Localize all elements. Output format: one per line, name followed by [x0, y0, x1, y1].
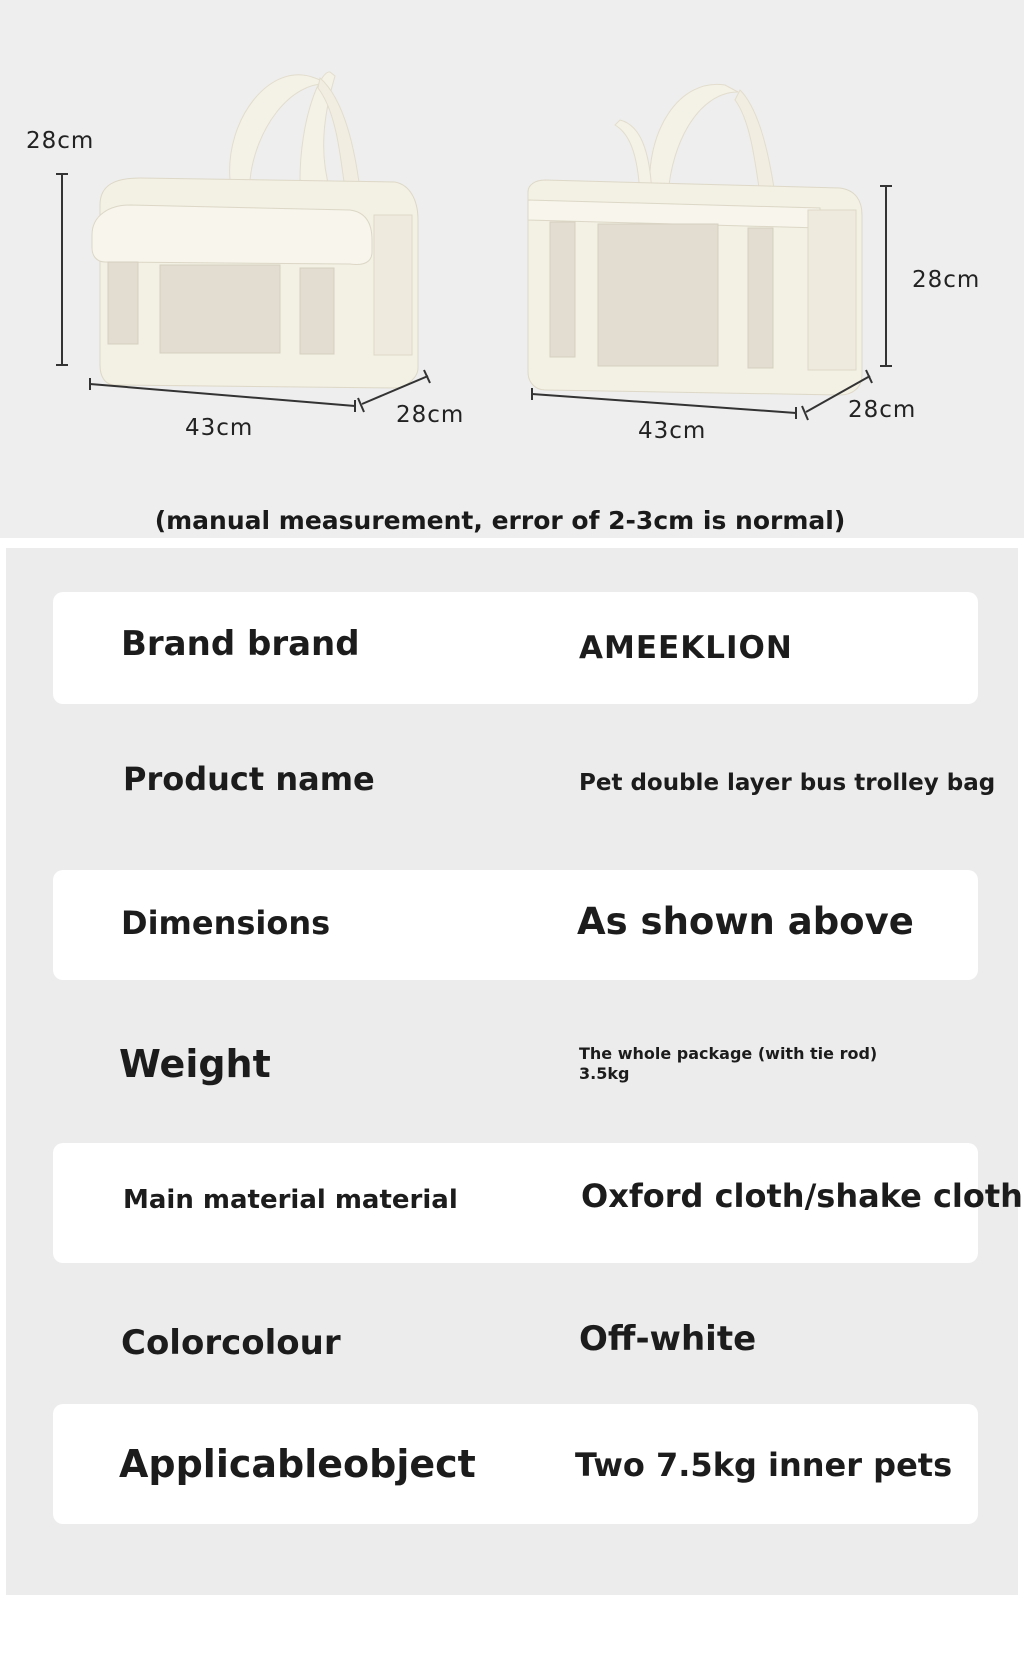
spec-row-dimensions [53, 870, 978, 980]
bag-left-height-label: 28cm [26, 128, 95, 154]
spec-value-material: Oxford cloth/shake cloth [581, 1177, 1023, 1215]
bag-left-width-label: 28cm [396, 402, 465, 428]
product-dimensions-panel [0, 0, 1024, 538]
spec-row-product-name [53, 730, 996, 840]
bag-right-image [528, 84, 862, 395]
bag-dimension-illustration [0, 0, 1024, 538]
spec-row-brand [53, 592, 978, 704]
bag-right-width-label: 28cm [848, 397, 917, 423]
spec-value-product-name: Pet double layer bus trolley bag [579, 770, 996, 796]
spec-label-dimensions: Dimensions [121, 904, 331, 942]
measurement-note: (manual measurement, error of 2-3cm is normal) [154, 506, 846, 535]
spec-label-applicable-object: Applicableobject [119, 1442, 476, 1486]
spec-row-colour [53, 1283, 978, 1393]
bag-left-image [92, 72, 418, 388]
spec-value-colour: Off-white [579, 1319, 757, 1359]
spec-label-material: Main material material [123, 1185, 458, 1215]
spec-value-weight: The whole package (with tie rod) [579, 1044, 878, 1063]
bag-right-height-label: 28cm [912, 267, 981, 293]
spec-label-product-name: Product name [123, 760, 375, 798]
spec-value-weight-amount: 3.5kg [579, 1064, 630, 1083]
spec-label-brand: Brand brand [121, 624, 360, 664]
spec-label-colour: Colorcolour [121, 1323, 341, 1363]
bag-left-length-label: 43cm [185, 415, 254, 441]
spec-value-dimensions: As shown above [577, 900, 914, 943]
spec-row-applicable-object [53, 1404, 978, 1524]
spec-label-weight: Weight [119, 1042, 271, 1086]
spec-row-material [53, 1143, 1023, 1263]
spec-value-brand: AMEEKLION [579, 630, 793, 666]
spec-row-weight [53, 1008, 978, 1128]
spec-value-applicable-object: Two 7.5kg inner pets [575, 1446, 953, 1484]
bag-right-length-label: 43cm [638, 418, 707, 444]
spec-table [6, 548, 1023, 1595]
